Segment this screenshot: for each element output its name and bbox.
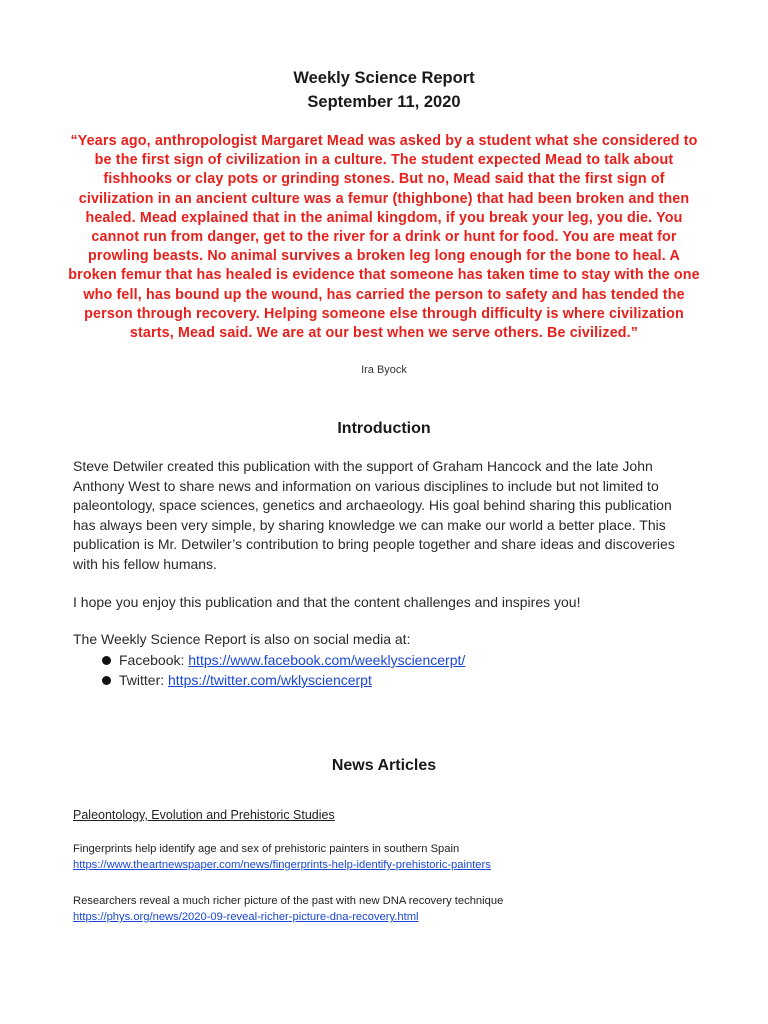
- bullet-icon: [102, 656, 111, 665]
- list-item: [73, 893, 503, 925]
- list-item: [73, 841, 491, 873]
- twitter-label: Twitter:: [119, 672, 165, 688]
- article-title: Fingerprints help identify age and sex of prehistoric painters in southern Spain: [73, 843, 460, 855]
- list-item: [102, 650, 465, 670]
- report-date: September 11, 2020: [307, 93, 461, 111]
- twitter-link[interactable]: https://twitter.com/wklysciencerpt: [168, 672, 372, 688]
- quote-attribution: Ira Byock: [361, 364, 407, 376]
- facebook-label: Facebook:: [119, 652, 185, 668]
- facebook-link[interactable]: https://www.facebook.com/weeklysciencerpt/: [188, 652, 466, 668]
- section-heading-paleontology[interactable]: Paleontology, Evolution and Prehistoric Studies: [73, 808, 335, 822]
- article-link[interactable]: https://phys.org/news/2020-09-reveal-richer-picture-dna-recovery.html: [73, 911, 419, 923]
- bullet-icon: [102, 676, 111, 685]
- hope-paragraph: I hope you enjoy this publication and that the content challenges and inspires you!: [73, 594, 581, 610]
- article-title: Researchers reveal a much richer picture of the past with new DNA recovery technique: [73, 895, 504, 907]
- social-links-list: [102, 650, 465, 690]
- social-media-intro: The Weekly Science Report is also on social media at:: [73, 631, 411, 647]
- article-link[interactable]: https://www.theartnewspaper.com/news/fingerprints-help-identify-prehistoric-painters: [73, 859, 491, 871]
- introduction-heading: Introduction: [337, 420, 431, 437]
- opening-quote: “Years ago, anthropologist Margaret Mead was asked by a student what she considered to be the first sign of civilization in a culture. The student expected Mead to talk about fishhooks or clay pots or grinding stones. But no, Mead said that the first sign of civilization in an ancient culture was a femur (thighbone) that had been broken and then healed. Mead explained that in the animal kingdom, if you break your leg, you die. You cannot run from danger, get to the river for a drink or hunt for food. You are meat for prowling beasts. No animal survives a broken leg long enough for the bone to heal. A broken femur that has healed is evidence that someone has taken time to stay with the one who fell, has bound up the wound, has carried the person to safety and has tended the person through recovery. Helping someone else through difficulty is where civilization starts, Mead said. We are at our best when we serve others. Be civilized.”: [68, 133, 700, 342]
- report-title: Weekly Science Report: [293, 69, 475, 87]
- news-articles-heading: News Articles: [331, 757, 437, 774]
- list-item: [102, 670, 465, 690]
- introduction-paragraph: Steve Detwiler created this publication with the support of Graham Hancock and the late John Anthony West to share news and information on various disciplines to include but not limited to paleontology, space sciences, genetics and archaeology. His goal behind sharing this publication has always been very simple, by sharing knowledge we can make our world a better place. This publication is Mr. Detwiler’s contribution to bring people together and share ideas and discoveries with his fellow humans.: [73, 458, 675, 572]
